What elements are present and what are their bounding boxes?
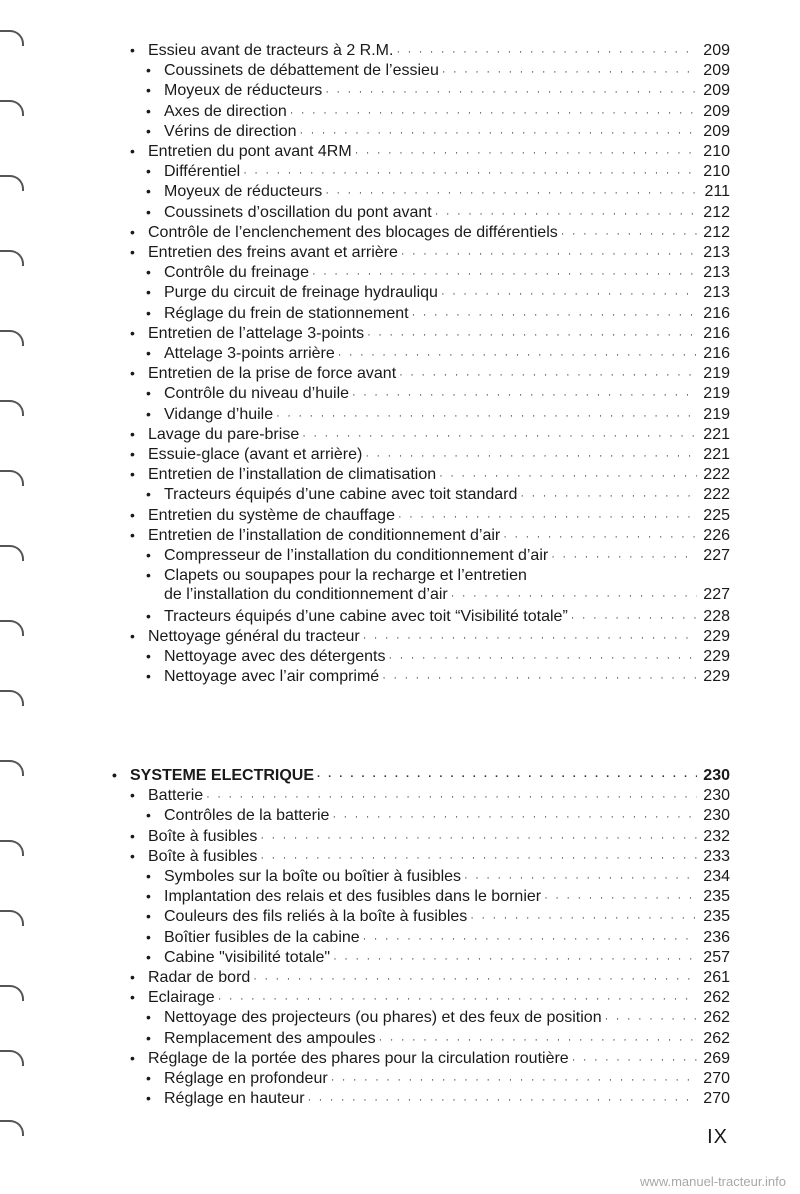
toc-entry-page: 216 (703, 345, 730, 362)
toc-entry (146, 1007, 730, 1029)
toc-entry-page: 270 (703, 1090, 730, 1108)
toc-entry-page: 230 (703, 767, 730, 784)
toc-entry (130, 505, 730, 527)
leader-dots (308, 1090, 697, 1110)
toc-entry-label: Clapets ou soupapes pour la recharge et l’entretien (164, 567, 527, 585)
bullet-icon: • (146, 122, 151, 139)
toc-entry-page: 219 (703, 365, 730, 383)
bullet-icon: • (130, 847, 135, 864)
leader-dots (260, 848, 697, 868)
toc-entry-label: Boîtier fusibles de la cabine (164, 928, 360, 946)
binding-mark (0, 690, 24, 706)
toc-entry-label: Moyeux de réducteurs (164, 183, 323, 201)
bullet-icon: • (146, 304, 151, 321)
toc-section-heading (112, 765, 730, 787)
toc-entry-label: Contrôle du niveau d’huile (164, 385, 350, 403)
toc-entry (146, 282, 730, 304)
binding-mark (0, 910, 24, 926)
toc-entry-label: Réglage en profondeur (164, 1070, 328, 1087)
leader-dots (333, 949, 697, 969)
leader-dots (442, 62, 697, 82)
toc-entry (146, 906, 730, 928)
bullet-icon: • (146, 102, 151, 119)
bullet-icon: • (146, 1090, 151, 1107)
bullet-icon: • (130, 324, 135, 341)
toc-entry-label: Vérins de direction (164, 122, 297, 140)
toc-entry-label: Nettoyage général du tracteur (148, 627, 360, 645)
toc-entry (146, 383, 730, 405)
toc-entry (130, 464, 730, 486)
toc-entry (130, 826, 730, 848)
toc-entry-page: 209 (703, 122, 730, 140)
toc-entry-label: Couleurs des fils reliés à la boîte à fusibles (164, 908, 468, 926)
toc-entry-page: 262 (703, 989, 730, 1007)
toc-entry-label: Boîte à fusibles (148, 847, 258, 865)
leader-dots (302, 426, 697, 446)
toc-entry (130, 242, 730, 264)
toc-entry (146, 606, 730, 628)
toc-entry (146, 262, 730, 284)
toc-entry-label: Coussinets d’oscillation du pont avant (164, 203, 432, 221)
leader-dots (325, 82, 697, 102)
toc-entry (146, 947, 730, 969)
toc-entry (130, 967, 730, 989)
toc-entry (146, 1028, 730, 1050)
toc-entry-page: 235 (703, 888, 730, 906)
binding-mark (0, 175, 24, 191)
toc-entry (146, 666, 730, 688)
watermark: www.manuel-tracteur.info (640, 1174, 786, 1189)
toc-entry-label: Nettoyage avec des détergents (164, 648, 386, 665)
toc-entry-label: Remplacement des ampoules (164, 1029, 376, 1047)
toc-entry-label: Réglage en hauteur (164, 1090, 305, 1108)
bullet-icon: • (112, 767, 117, 783)
leader-dots (551, 547, 697, 567)
toc-entry-label: Eclairage (148, 989, 215, 1007)
toc-entry-page: 229 (703, 627, 730, 645)
toc-entry (146, 866, 730, 888)
toc-entry (130, 1048, 730, 1070)
bullet-icon: • (130, 223, 135, 240)
leader-dots (398, 507, 697, 527)
toc-entry (130, 323, 730, 345)
toc-entry-page: 209 (703, 102, 730, 120)
toc-entry-page: 230 (703, 787, 730, 805)
bullet-icon: • (130, 627, 135, 644)
binding-mark (0, 330, 24, 346)
toc-entry-label: Entretien du pont avant 4RM (148, 143, 352, 160)
toc-entry-page: 226 (703, 526, 730, 544)
bullet-icon: • (146, 868, 151, 884)
binding-mark (0, 1050, 24, 1066)
toc-entry-label: Nettoyage avec l’air comprimé (164, 668, 380, 686)
toc-entry (130, 987, 730, 1009)
toc-entry (146, 60, 730, 82)
toc-entry-label: Réglage du frein de stationnement (164, 304, 409, 322)
leader-dots (451, 586, 697, 606)
toc-entry (146, 202, 730, 224)
toc-entry-label: Symboles sur la boîte ou boîtier à fusibles (164, 868, 462, 885)
toc-entry-label: Batterie (148, 787, 204, 805)
toc-entry-page: 221 (703, 446, 730, 463)
bullet-icon: • (130, 143, 135, 159)
leader-dots (363, 929, 697, 949)
toc-entry (146, 303, 730, 325)
toc-entry (130, 444, 730, 466)
toc-entry-label: Attelage 3-points arrière (164, 345, 335, 362)
leader-dots (355, 143, 697, 163)
toc-entry-page: 230 (703, 807, 730, 825)
toc-entry-label: Réglage de la portée des phares pour la circulation routière (148, 1049, 569, 1067)
toc-entry-page: 216 (703, 304, 730, 322)
toc-entry-label: Entretien des freins avant et arrière (148, 244, 398, 261)
bullet-icon: • (130, 787, 135, 804)
toc-entry (130, 626, 730, 648)
bullet-icon: • (146, 203, 151, 220)
toc-entry (130, 846, 730, 868)
bullet-icon: • (130, 989, 135, 1006)
bullet-icon: • (130, 506, 135, 523)
toc-entry (146, 484, 730, 506)
bullet-icon: • (130, 244, 135, 260)
toc-entry-page: 211 (704, 183, 730, 201)
leader-dots (300, 123, 697, 143)
bullet-icon: • (146, 807, 151, 824)
toc-entry-continuation (164, 585, 730, 606)
toc-entry (130, 424, 730, 446)
toc-entry-page: 210 (703, 143, 730, 160)
binding-mark (0, 100, 24, 116)
binding-mark (0, 545, 24, 561)
bullet-icon: • (146, 82, 151, 99)
leader-dots (401, 244, 697, 264)
bullet-icon: • (146, 1009, 151, 1026)
binding-mark (0, 1120, 24, 1136)
toc-entry-page: 229 (703, 668, 730, 686)
leader-dots (206, 787, 697, 807)
toc-entry (130, 363, 730, 385)
leader-dots (363, 628, 697, 648)
toc-entry-label: Tracteurs équipés d’une cabine avec toit “Visibilité totale” (164, 607, 568, 625)
toc-entry-page: 232 (703, 827, 730, 845)
toc-entry (146, 805, 730, 827)
toc-entry (146, 1068, 730, 1090)
page-number: IX (707, 1126, 728, 1148)
bullet-icon: • (146, 183, 151, 200)
toc-entry (130, 785, 730, 807)
toc-entry-page: 222 (703, 486, 730, 504)
bullet-icon: • (146, 264, 151, 281)
toc-entry (130, 141, 730, 163)
binding-mark (0, 760, 24, 776)
bullet-icon: • (146, 62, 151, 79)
toc-entry (130, 222, 730, 244)
leader-dots (312, 264, 697, 284)
leader-dots (276, 406, 697, 426)
bullet-icon: • (146, 547, 151, 563)
leader-dots (218, 989, 697, 1009)
bullet-icon: • (146, 486, 151, 503)
toc-entry (146, 565, 730, 586)
toc-entry-page: 209 (703, 42, 730, 59)
bullet-icon: • (146, 567, 151, 584)
binding-mark (0, 840, 24, 856)
bullet-icon: • (146, 668, 151, 685)
toc-entry-page: 262 (703, 1029, 730, 1047)
leader-dots (470, 908, 697, 928)
toc-entry-page: 236 (703, 928, 730, 946)
bullet-icon: • (146, 284, 151, 301)
toc-entry-page: 213 (703, 244, 730, 261)
toc-entry-label: Entretien de l’installation de climatisation (148, 466, 437, 484)
leader-dots (439, 466, 697, 486)
toc-entry-label: Tracteurs équipés d’une cabine avec toit standard (164, 486, 518, 504)
leader-dots (572, 1050, 697, 1070)
toc-entry-label: Contrôle de l’enclenchement des blocages de différentiels (148, 223, 558, 241)
toc-entry (146, 886, 730, 908)
toc-entry (146, 1088, 730, 1110)
binding-mark (0, 985, 24, 1001)
bullet-icon: • (146, 908, 151, 925)
toc-entry-page: 229 (703, 648, 730, 665)
leader-dots (352, 385, 697, 405)
leader-dots (331, 1070, 697, 1090)
toc-entry-page: 270 (703, 1070, 730, 1087)
binding-mark (0, 620, 24, 636)
toc-entry-label: Axes de direction (164, 102, 287, 120)
bullet-icon: • (146, 888, 151, 905)
bullet-icon: • (146, 948, 151, 965)
leader-dots (290, 103, 697, 123)
leader-dots (464, 868, 697, 888)
toc-entry (146, 404, 730, 426)
toc-entry-label: SYSTEME ELECTRIQUE (130, 767, 315, 784)
toc-entry-label: Radar de bord (148, 969, 251, 986)
toc-entry-label: Cabine "visibilité totale" (164, 948, 331, 966)
leader-dots (365, 446, 697, 466)
bullet-icon: • (146, 1029, 151, 1046)
toc-entry-label: Essuie-glace (avant et arrière) (148, 446, 363, 463)
toc-entry-label: Entretien du système de chauffage (148, 506, 395, 524)
bullet-icon: • (130, 969, 135, 985)
leader-dots (435, 204, 697, 224)
toc-entry-page: 216 (703, 324, 730, 342)
bullet-icon: • (146, 607, 151, 624)
binding-mark (0, 470, 24, 486)
bullet-icon: • (130, 425, 135, 442)
leader-dots (561, 224, 697, 244)
leader-dots (388, 648, 697, 668)
toc-entry-page: 222 (703, 466, 730, 484)
toc-entry-page: 227 (703, 547, 730, 564)
binding-mark (0, 400, 24, 416)
bullet-icon: • (130, 365, 135, 382)
toc-entry-page: 227 (703, 586, 730, 604)
binding-mark (0, 250, 24, 266)
toc-entry-label: Moyeux de réducteurs (164, 82, 323, 100)
bullet-icon: • (146, 648, 151, 664)
toc-entry (146, 121, 730, 143)
toc-entry-label: Contrôle du freinage (164, 264, 309, 282)
bullet-icon: • (130, 466, 135, 483)
toc-entry-page: 212 (703, 223, 730, 241)
leader-dots (382, 668, 697, 688)
toc-entry-page: 209 (703, 62, 730, 80)
toc-entry-page: 213 (703, 284, 730, 302)
toc-entry-label: Boîte à fusibles (148, 827, 258, 845)
leader-dots (260, 828, 697, 848)
toc-entry-page: 225 (703, 506, 730, 524)
toc-entry-label: Implantation des relais et des fusibles dans le bornier (164, 888, 542, 906)
toc-entry-page: 234 (703, 868, 730, 885)
toc-entry-label: Vidange d’huile (164, 405, 274, 423)
bullet-icon: • (146, 1070, 151, 1086)
toc-entry (146, 545, 730, 567)
leader-dots (338, 345, 697, 365)
leader-dots (544, 888, 697, 908)
toc-entry-label: Lavage du pare-brise (148, 425, 300, 443)
toc-entry (146, 101, 730, 123)
toc-entry-label: Différentiel (164, 163, 241, 181)
toc-entry-page: 269 (703, 1049, 730, 1067)
toc-entry-page: 221 (703, 425, 730, 443)
binding-hole-marks (0, 0, 40, 1194)
leader-dots (332, 807, 697, 827)
bullet-icon: • (130, 42, 135, 58)
toc-entry-page: 209 (703, 82, 730, 100)
toc-entry-label: Compresseur de l’installation du conditionnement d’air (164, 547, 549, 564)
leader-dots (379, 1030, 697, 1050)
leader-dots (396, 42, 697, 62)
bullet-icon: • (146, 928, 151, 945)
toc-entry (146, 161, 730, 183)
binding-mark (0, 30, 24, 46)
toc-entry-page: 261 (703, 969, 730, 986)
toc-entry (130, 525, 730, 547)
bullet-icon: • (146, 345, 151, 361)
toc-entry (130, 40, 730, 62)
toc-entry-page: 262 (703, 1009, 730, 1027)
toc-entry (146, 646, 730, 668)
leader-dots (253, 969, 697, 989)
toc-entry-label: Essieu avant de tracteurs à 2 R.M. (148, 42, 394, 59)
leader-dots (503, 527, 697, 547)
toc-entry-page: 233 (703, 847, 730, 865)
bullet-icon: • (130, 526, 135, 543)
bullet-icon: • (130, 446, 135, 462)
toc-entry (146, 343, 730, 365)
toc-entry-label: Entretien de l’installation de conditionnement d’air (148, 526, 501, 544)
toc-entry-page: 219 (703, 385, 730, 403)
leader-dots (605, 1009, 697, 1029)
leader-dots (441, 284, 697, 304)
leader-dots (325, 183, 697, 203)
toc-entry-page: 257 (703, 948, 730, 966)
toc-entry-page: 235 (703, 908, 730, 926)
toc-entry-label: Entretien de l’attelage 3-points (148, 324, 365, 342)
leader-dots (571, 608, 697, 628)
toc-entry-label: Nettoyage des projecteurs (ou phares) et des feux de position (164, 1009, 602, 1027)
toc-entry-page: 213 (703, 264, 730, 282)
toc-entry (146, 80, 730, 102)
toc-entry-label: Coussinets de débattement de l’essieu (164, 62, 439, 80)
bullet-icon: • (130, 1049, 135, 1066)
leader-dots (367, 325, 697, 345)
leader-dots (243, 163, 697, 183)
toc-entry (146, 927, 730, 949)
leader-dots (317, 767, 697, 787)
toc-entry-label: de l’installation du conditionnement d’air (164, 586, 448, 604)
bullet-icon: • (146, 405, 151, 422)
toc-entry-page: 210 (703, 163, 730, 181)
toc-entry-page: 219 (703, 405, 730, 423)
toc-entry-label: Entretien de la prise de force avant (148, 365, 397, 383)
toc-entry (146, 181, 730, 203)
leader-dots (399, 365, 697, 385)
bullet-icon: • (146, 163, 151, 180)
bullet-icon: • (130, 827, 135, 844)
toc-entry-page: 212 (703, 203, 730, 221)
leader-dots (520, 486, 697, 506)
bullet-icon: • (146, 385, 151, 402)
leader-dots (412, 305, 697, 325)
toc-entry-page: 228 (703, 607, 730, 625)
toc-entry-label: Purge du circuit de freinage hydrauliqu (164, 284, 438, 302)
toc-entry-label: Contrôles de la batterie (164, 807, 330, 825)
